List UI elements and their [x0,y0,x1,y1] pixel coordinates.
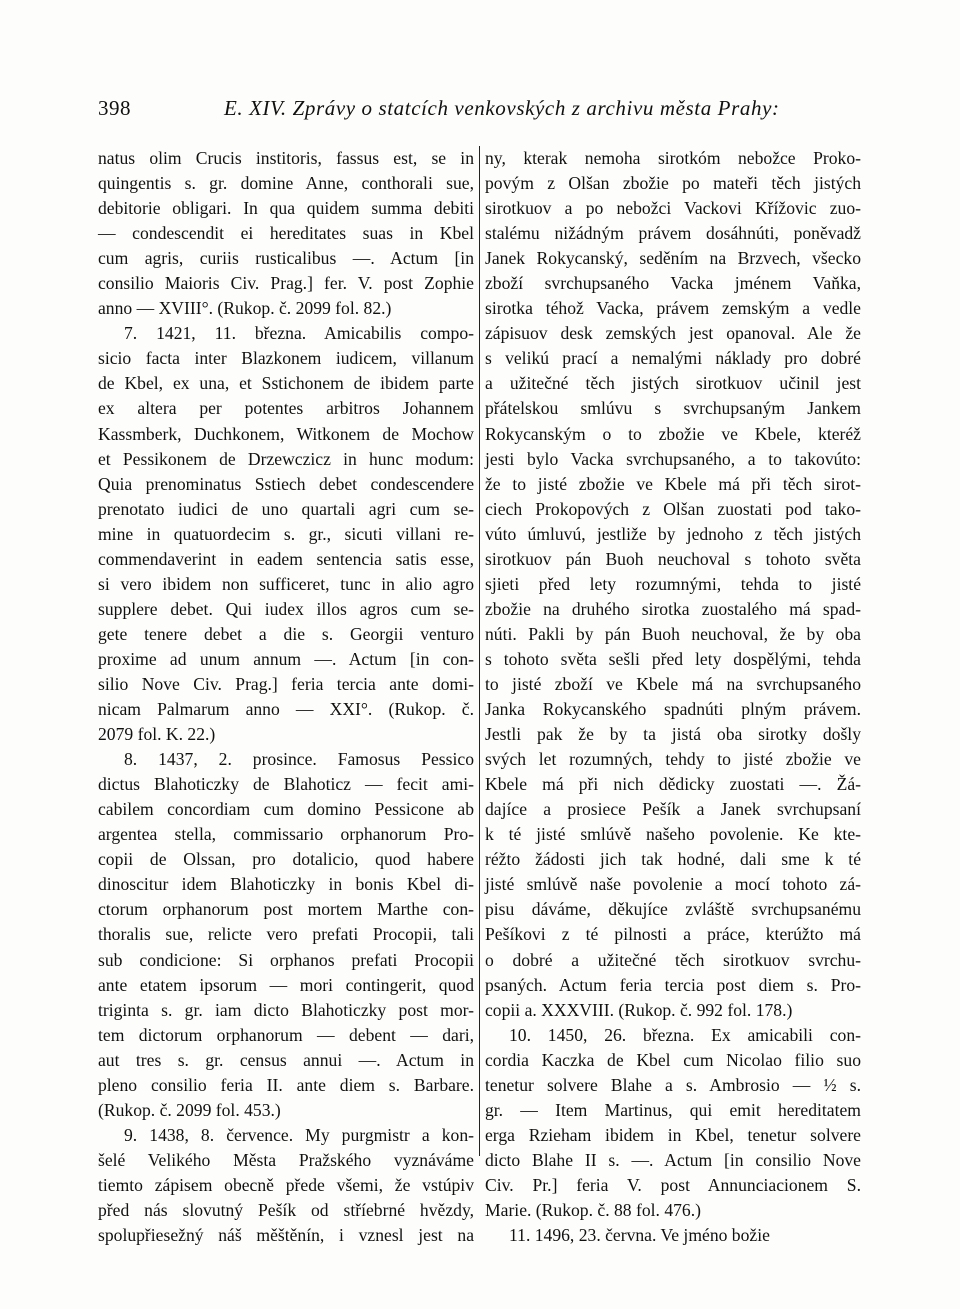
text-line: anno — XVIII°. (Rukop. č. 2099 fol. 82.) [98,298,392,319]
text-line: jesti bylo Vacka svrchupsaného, a to takovúto: [485,448,861,469]
text-line: psaných. Actum feria tercia post diem s. Pro- [485,974,861,995]
text-line: s tohoto světa sešli před lety dospělými, tehda [485,648,861,669]
right-text-column [485,146,861,1246]
text-line: zápisuov desk zemských jest opanoval. Ale že [485,323,861,344]
text-line: že to jisté zbožie ve Kbele má při těch sirot- [485,473,861,494]
text-line: Rokycanským o to zbožie ve Kbele, kteréž [485,423,861,444]
text-line: zbožie na druhého sirotka zuostalého má spad- [485,598,861,619]
text-line: erga Rzieham ibidem in Kbel, tenetur solvere [485,1124,861,1145]
text-line: gete tenere debet a die s. Georgii venturo [98,623,474,644]
text-line: aut tres s. gr. census annui —. Actum in [98,1049,474,1070]
text-line: réžto žádosti jich tak hodné, dali sme k té [485,849,861,870]
text-line: spolupřiesežný náš měštěnín, i vznesl jest na [98,1225,474,1246]
text-line: 10. 1450, 26. března. Ex amicabili con- [509,1024,861,1045]
text-line: copii a. XXXVIII. (Rukop. č. 992 fol. 178.) [485,999,793,1020]
text-line: před nás slovutný Pešík od stříebrné hvězdy, [98,1199,474,1220]
text-line: argentea stella, commissario orphanorum Pro- [98,824,474,845]
text-line: prenotato iudici de uno quartali agri cum se- [98,498,474,519]
text-line: consilio Maioris Civ. Prag.] fer. V. post Zophie [98,273,474,294]
text-line: — condescendit ei hereditates suas in Kbel [98,223,474,244]
text-line: supplere debet. Qui iudex illos agros cum se- [98,598,474,619]
text-line: commendaverint in eadem sentencia satis esse, [98,548,474,569]
text-line: proxime ad unum annum —. Actum [in con- [98,648,474,669]
text-line: Quia prenominatus Sstiech debet condescendere [98,473,474,494]
running-title: E. XIV. Zprávy o statcích venkovských z archivu města Prahy: [224,96,780,120]
text-line: cabilem concordiam cum domino Pessicone ab [98,799,474,820]
text-line: Kassmberk, Duchkonem, Witkonem de Mochow [98,423,474,444]
text-line: a užitečné těch jistých sirotkuov učinil jest [485,373,861,394]
text-line: gr. — Item Martinus, qui emit hereditatem [485,1099,861,1120]
text-line: 8. 1437, 2. prosince. Famosus Pessico [124,749,474,770]
text-line: sirotkuov a po nebožci Vackovi Křížovic zuo- [485,198,861,219]
text-line: cum agris, curiis rusticalibus —. Actum [in [98,248,474,269]
text-line: Jestli pak že by ta jistá oba sirotky došly [485,724,861,745]
text-line: sub condicione: Si orphanos prefati Procopii [98,949,474,970]
text-line: to jisté zboží ve Kbele má na svrchupsaného [485,673,861,694]
text-line: 2079 fol. K. 22.) [98,724,216,745]
text-line: povým z Olšan zbožie po mateři těch jistých [485,173,861,194]
text-line: sicio facta inter Blazkonem iudicem, villanum [98,348,474,369]
text-line: ny, kterak nemoha sirotkóm nebožce Proko- [485,148,861,168]
text-line: nicam Palmarum anno — XXI°. (Rukop. č. [98,699,474,720]
text-line: 7. 1421, 11. března. Amicabilis compo- [124,323,474,344]
text-line: sirotkuov pán Buoh neuchoval s tohoto světa [485,548,861,569]
text-line: vúto úmluvú, jestliže by jednoho z těch jistých [485,523,861,544]
text-line: mine in quatuordecim s. gr., sicuti villani re- [98,523,474,544]
text-line: tenetur solvere Blahe a s. Ambrosio — ½ s. [485,1074,861,1095]
text-line: svých let rozumných, tehdy to jisté zbožie ve [485,749,861,770]
text-line: tem dictorum orphanorum — debent — dari, [98,1024,474,1045]
text-line: Civ. Pr.] feria V. post Annunciacionem S. [485,1174,861,1195]
text-line: debitorie obligari. In qua quidem summa debiti [98,198,474,219]
text-line: ctorum orphanorum post mortem Marthe con- [98,899,474,920]
text-line: přátelskou smlúvu s svrchupsaným Jankem [485,398,861,419]
text-line: dictus Blahoticzky de Blahoticz — fecit ami- [98,774,474,795]
text-line: quingentis s. gr. domine Anne, conthorali sue, [98,173,474,194]
text-line: zboží svrchupsaného Vacka jménem Vaňka, [485,273,861,294]
text-line: cordia Kaczka de Kbel cum Nicolao filio suo [485,1049,861,1070]
text-line: dicto Blahe II s. —. Actum [in consilio Nove [485,1149,861,1170]
text-line: si vero ibidem non sufficeret, tunc in alio agro [98,573,474,594]
text-line: dinoscitur idem Blahoticzky in bonis Kbel di- [98,874,474,895]
text-line: tiemto zápisem obecně přede všemi, že vstúpiv [98,1174,474,1195]
text-line: natus olim Crucis institoris, fassus est, se in [98,148,474,168]
text-line: k té jisté smlúvě našeho povolenie. Ke kte- [485,824,861,845]
text-line: ante etatem ipsorum — mori contingerit, quod [98,974,474,995]
text-line: Janka Rokycanského spadnúti plným právem. [485,699,861,720]
text-line: Janek Rokycanský, seděním na Brzvech, všecko [485,248,861,269]
text-line: 11. 1496, 23. června. Ve jméno božie [509,1225,770,1246]
text-line: pisu dáváme, děkujíce zvláště svrchupsanému [485,899,861,920]
text-line: stalému nižádným právem dosáhnúti, poněvadž [485,223,861,244]
text-line: o dobré a užitečné těch sirotkuov svrchu- [485,949,861,970]
text-line: (Rukop. č. 2099 fol. 453.) [98,1099,281,1120]
text-line: sjieti před lety rozumnými, tehda to jisté [485,573,861,594]
text-line: dajíce a prosiece Pešík a Janek svrchupsaní [485,799,861,820]
text-line: pleno consilio feria II. ante diem s. Barbare. [98,1074,474,1095]
text-line: Marie. (Rukop. č. 88 fol. 476.) [485,1199,701,1220]
text-line: 9. 1438, 8. července. My purgmistr a kon- [124,1124,474,1145]
page-header [98,96,878,126]
text-line: núti. Pakli by pán Buoh neuchoval, že by oba [485,623,861,644]
text-line: ciech Prokopových z Olšan zuostati pod tako- [485,498,861,519]
text-line: Kbele má při nich dědicky zuostati —. Žá- [485,774,861,795]
text-line: de Kbel, ex una, et Sstichonem de ibidem parte [98,373,474,394]
text-line: s velikú prací a nemalými náklady pro dobré [485,348,861,369]
text-line: jisté smlúvě naše povolenie a mocí tohoto zá- [485,874,861,895]
text-line: thoralis sue, relicte vero prefati Procopii, tali [98,924,474,945]
page-number: 398 [98,96,131,120]
text-line: Pešíkovi z té pilnosti a práce, kterúžto má [485,924,861,945]
column-divider [479,146,480,1156]
left-text-column [98,146,474,1246]
text-line: sirotka téhož Vacka, právem zemským a vedle [485,298,861,319]
text-line: et Pessikonem de Drzewczicz in hunc modum: [98,448,474,469]
text-line: silio Nove Civ. Prag.] feria tercia ante domi- [98,673,474,694]
text-line: ex altera per potentes arbitros Johannem [98,398,474,419]
text-line: šelé Velikého Města Pražského vyznáváme [98,1149,474,1170]
text-line: copii de Olssan, pro dotalicio, quod habere [98,849,474,870]
text-line: triginta s. gr. iam dicto Blahoticzky post mor- [98,999,474,1020]
